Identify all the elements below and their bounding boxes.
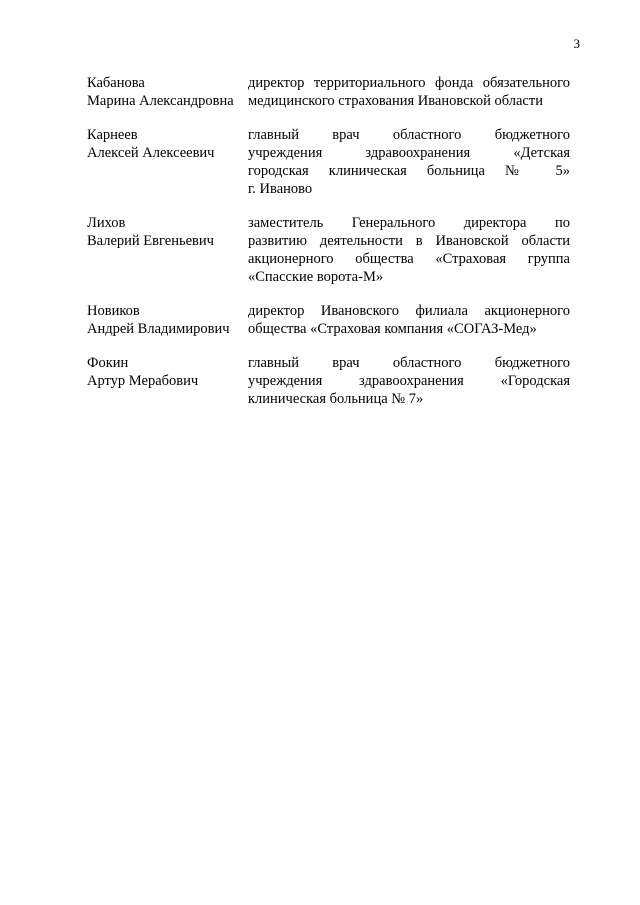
position-line: медицинского страхования Ивановской области xyxy=(248,93,543,109)
member-name xyxy=(87,214,248,250)
member-name xyxy=(87,74,248,110)
position-line: г. Иваново xyxy=(248,181,313,197)
member-position xyxy=(248,354,570,408)
member-name xyxy=(87,354,248,390)
member-given-names: Алексей Алексеевич xyxy=(87,145,215,161)
member-row xyxy=(87,214,570,286)
member-given-names: Андрей Владимирович xyxy=(87,321,230,337)
member-position xyxy=(248,302,570,338)
member-given-names: Марина Александровна xyxy=(87,93,234,109)
position-line: «Спасские ворота-М» xyxy=(248,269,384,285)
position-line: учреждения здравоохранения «Детская xyxy=(248,145,570,161)
member-surname: Лихов xyxy=(87,215,126,231)
member-row xyxy=(87,126,570,198)
member-surname: Кабанова xyxy=(87,75,145,91)
position-line: главный врач областного бюджетного xyxy=(248,355,570,371)
member-given-names: Валерий Евгеньевич xyxy=(87,233,214,249)
position-line: заместитель Генерального директора по xyxy=(248,215,570,231)
member-position xyxy=(248,126,570,198)
position-line: клиническая больница № 7» xyxy=(248,391,424,407)
member-row xyxy=(87,354,570,408)
position-line: директор Ивановского филиала акционерного xyxy=(248,303,570,319)
member-surname: Карнеев xyxy=(87,127,138,143)
position-line: главный врач областного бюджетного xyxy=(248,127,570,143)
member-surname: Фокин xyxy=(87,355,129,371)
member-row xyxy=(87,74,570,110)
position-line: директор территориального фонда обязательного xyxy=(248,75,570,91)
position-line: общества «Страховая компания «СОГАЗ-Мед» xyxy=(248,321,537,337)
member-position xyxy=(248,74,570,110)
member-row xyxy=(87,302,570,338)
position-line: учреждения здравоохранения «Городская xyxy=(248,373,570,389)
page-number: 3 xyxy=(573,36,580,51)
member-name xyxy=(87,126,248,162)
member-given-names: Артур Мерабович xyxy=(87,373,199,389)
position-line: акционерного общества «Страховая группа xyxy=(248,251,570,267)
member-position xyxy=(248,214,570,286)
position-line: развитию деятельности в Ивановской области xyxy=(248,233,570,249)
position-line: городская клиническая больница № 5» xyxy=(248,163,570,179)
member-name xyxy=(87,302,248,338)
member-list xyxy=(87,74,570,424)
member-surname: Новиков xyxy=(87,303,140,319)
